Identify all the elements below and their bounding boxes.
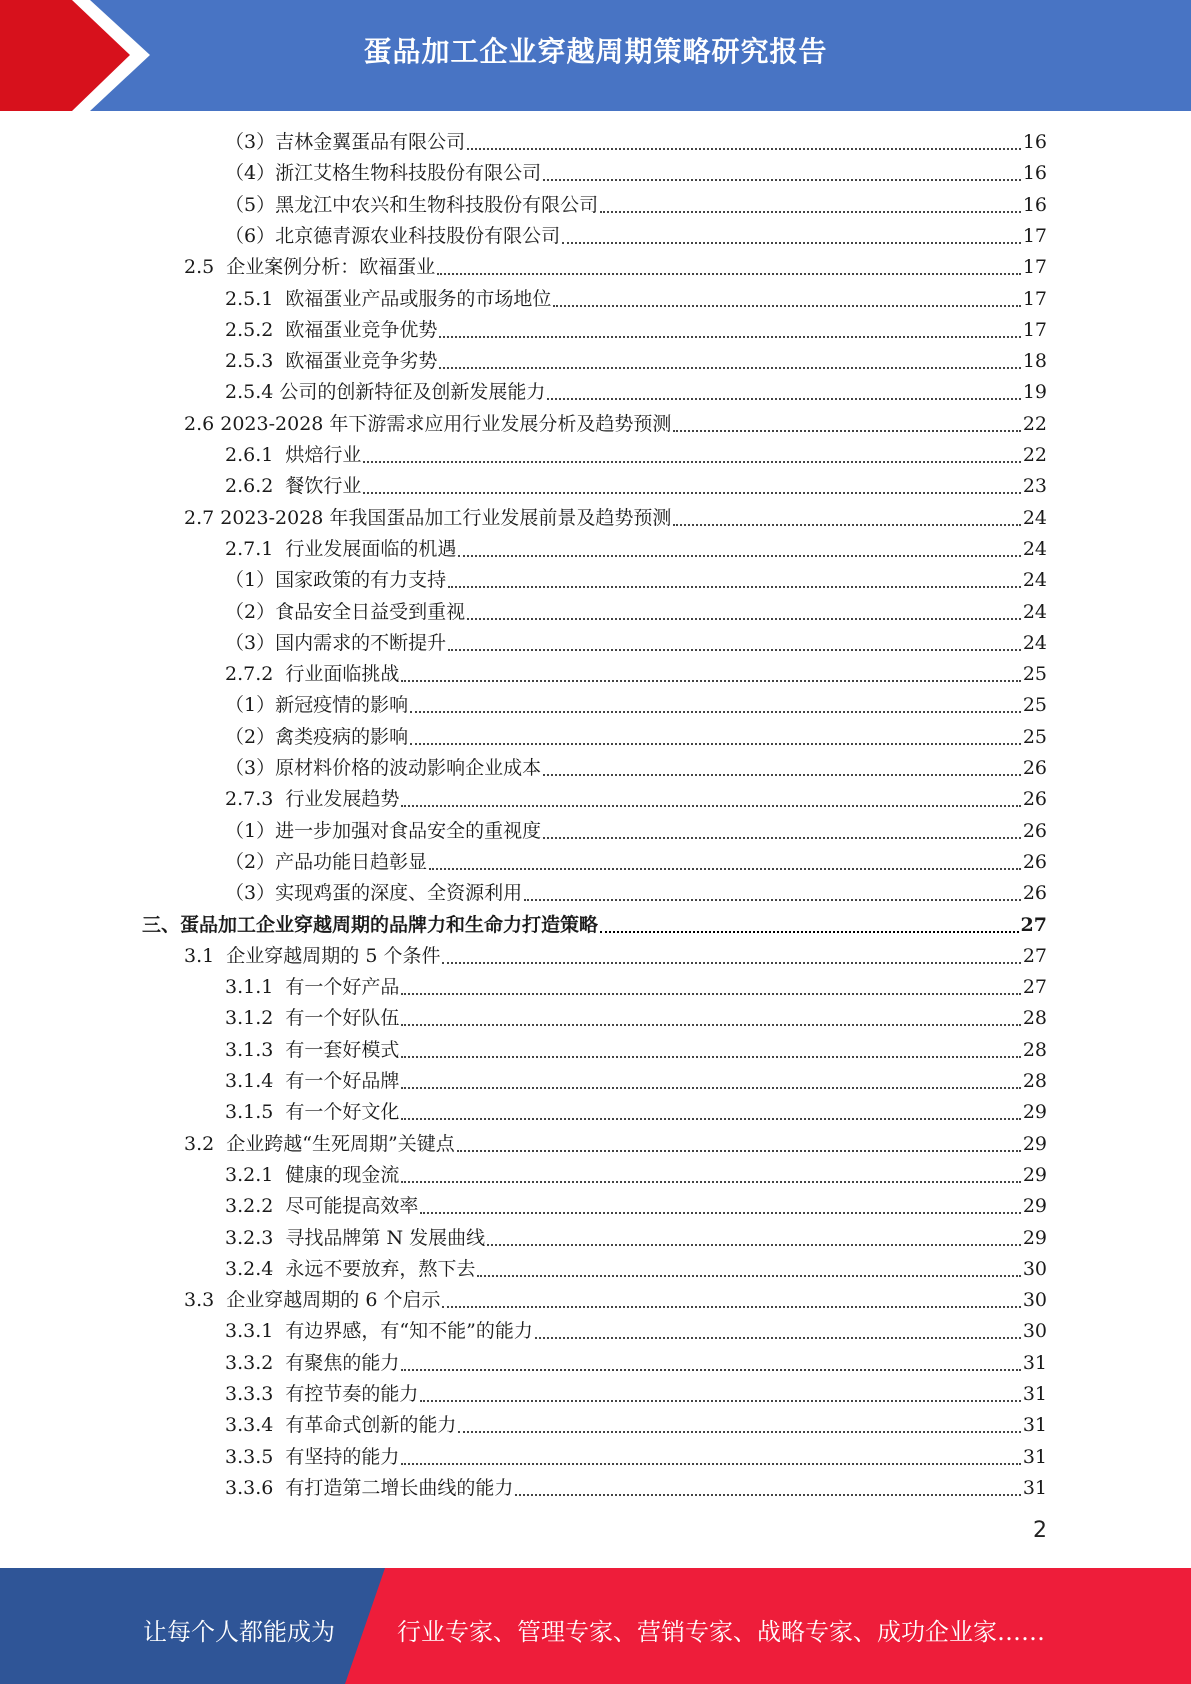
toc-entry-title: 3.3.4 有革命式创新的能力 (225, 1414, 457, 1437)
toc-dot-leader (401, 1463, 1020, 1465)
toc-entry-title: 3.2 企业跨越“生死周期”关键点 (184, 1132, 455, 1155)
toc-dot-leader (420, 1400, 1020, 1402)
toc-dot-leader (457, 1150, 1021, 1152)
toc-entry-page: 26 (1022, 757, 1047, 779)
toc-entry[interactable] (225, 1348, 1047, 1379)
toc-entry[interactable] (225, 1066, 1047, 1097)
toc-entry-page: 26 (1022, 882, 1047, 905)
toc-entry-title: （3）原材料价格的波动影响企业成本 (225, 757, 542, 779)
toc-entry-page: 31 (1022, 1476, 1047, 1499)
toc-entry[interactable] (184, 1129, 1047, 1160)
toc-entry-title: 3.1.5 有一个好文化 (225, 1101, 400, 1124)
toc-dot-leader (448, 586, 1021, 588)
toc-entry-title: （3）实现鸡蛋的深度、全资源利用 (225, 882, 523, 905)
toc-entry-title: 2.5.3 欧福蛋业竞争劣势 (225, 350, 438, 373)
toc-entry[interactable] (225, 190, 1047, 221)
toc-dot-leader (487, 1244, 1021, 1246)
toc-entry[interactable] (225, 1410, 1047, 1441)
toc-entry-page: 28 (1022, 1007, 1047, 1030)
toc-dot-leader (673, 430, 1020, 432)
toc-entry[interactable] (184, 503, 1047, 534)
toc-entry-title: 2.7.3 行业发展趋势 (225, 788, 400, 811)
toc-entry-title: 3.3 企业穿越周期的 6 个启示 (184, 1289, 441, 1312)
toc-dot-leader (437, 273, 1021, 275)
toc-entry[interactable] (184, 1285, 1047, 1316)
toc-entry[interactable] (142, 910, 1047, 941)
footer-banner (0, 1568, 1191, 1684)
toc-entry-title: （2）食品安全日益受到重视 (225, 600, 466, 623)
toc-dot-leader (401, 1056, 1020, 1058)
toc-entry-title: 2.7 2023-2028 年我国蛋品加工行业发展前景及趋势预测 (184, 506, 672, 529)
toc-dot-leader (401, 1118, 1020, 1120)
toc-entry-page: 22 (1022, 412, 1047, 435)
toc-entry-title: （2）禽类疫病的影响 (225, 725, 409, 748)
toc-entry-title: 2.7.1 行业发展面临的机遇 (225, 537, 457, 560)
toc-dot-leader (429, 868, 1021, 870)
toc-dot-leader (401, 1087, 1020, 1089)
toc-entry[interactable] (225, 1035, 1047, 1066)
toc-dot-leader (515, 1494, 1020, 1496)
toc-entry-title: 2.5.4 公司的创新特征及创新发展能力 (225, 381, 546, 404)
toc-entry-title: 3.3.3 有控节奏的能力 (225, 1383, 419, 1405)
toc-entry-page: 16 (1022, 162, 1047, 185)
toc-entry-page: 31 (1022, 1383, 1047, 1405)
toc-entry-page: 27 (1022, 944, 1047, 967)
toc-entry[interactable] (225, 1003, 1047, 1034)
toc-entry[interactable] (225, 221, 1047, 252)
toc-entry-title: 三、蛋品加工企业穿越周期的品牌力和生命力打造策略 (142, 913, 599, 936)
toc-entry[interactable] (225, 659, 1047, 690)
toc-entry[interactable] (225, 847, 1047, 878)
toc-entry[interactable] (225, 377, 1047, 408)
toc-dot-leader (363, 461, 1020, 463)
toc-entry-page: 30 (1022, 1257, 1047, 1280)
toc-entry[interactable] (225, 784, 1047, 815)
toc-entry[interactable] (225, 284, 1047, 315)
toc-entry-page: 29 (1022, 1226, 1047, 1249)
toc-entry-page: 16 (1022, 193, 1047, 216)
toc-entry-title: 2.7.2 行业面临挑战 (225, 663, 400, 686)
toc-entry[interactable] (184, 409, 1047, 440)
toc-entry[interactable] (225, 753, 1047, 784)
toc-entry-page: 26 (1022, 819, 1047, 842)
toc-entry-title: 2.6 2023-2028 年下游需求应用行业发展分析及趋势预测 (184, 412, 672, 435)
toc-entry-title: 3.3.1 有边界感，有“知不能”的能力 (225, 1320, 533, 1343)
toc-entry-page: 28 (1022, 1070, 1047, 1092)
toc-dot-leader (547, 398, 1020, 400)
toc-dot-leader (410, 711, 1021, 713)
toc-entry[interactable] (225, 471, 1047, 502)
toc-entry-page: 24 (1022, 569, 1047, 592)
toc-entry-title: （6）北京德青源农业科技股份有限公司 (225, 224, 561, 247)
header-banner (0, 0, 1191, 111)
toc-entry-title: 3.3.6 有打造第二增长曲线的能力 (225, 1476, 514, 1499)
toc-entry-title: （3）国内需求的不断提升 (225, 631, 447, 654)
toc-dot-leader (439, 367, 1020, 369)
toc-dot-leader (401, 1181, 1020, 1183)
toc-entry-page: 24 (1022, 600, 1047, 623)
toc-entry-title: （5）黑龙江中农兴和生物科技股份有限公司 (225, 193, 599, 216)
toc-entry[interactable] (225, 534, 1047, 565)
toc-entry-title: 3.2.4 永远不要放弃，熬下去 (225, 1257, 476, 1280)
toc-entry[interactable] (225, 1097, 1047, 1128)
toc-dot-leader (458, 555, 1020, 557)
toc-entry-page: 27 (1022, 976, 1047, 999)
toc-dot-leader (535, 1337, 1021, 1339)
toc-entry-page: 24 (1022, 506, 1047, 529)
toc-dot-leader (543, 774, 1021, 776)
toc-entry-title: 2.6.2 餐饮行业 (225, 475, 362, 498)
footer-roles: 行业专家、管理专家、营销专家、战略专家、成功企业家…… (397, 1618, 1045, 1646)
footer-slogan: 让每个人都能成为 (143, 1618, 335, 1646)
toc-entry[interactable] (225, 690, 1047, 721)
toc-entry[interactable] (225, 597, 1047, 628)
toc-entry[interactable] (225, 1254, 1047, 1285)
toc-entry-page: 29 (1022, 1163, 1047, 1186)
toc-dot-leader (401, 993, 1020, 995)
report-title: 蛋品加工企业穿越周期策略研究报告 (363, 35, 828, 68)
toc-entry-page: 24 (1022, 537, 1047, 560)
toc-entry-page: 29 (1022, 1101, 1047, 1124)
toc-dot-leader (410, 743, 1021, 745)
toc-dot-leader (543, 179, 1021, 181)
toc-entry[interactable] (225, 565, 1047, 596)
toc-dot-leader (401, 1024, 1020, 1026)
toc-entry-page: 26 (1022, 788, 1047, 811)
toc-entry[interactable] (225, 972, 1047, 1003)
toc-entry-title: 3.2.1 健康的现金流 (225, 1163, 400, 1186)
toc-entry-page: 31 (1022, 1351, 1047, 1374)
toc-entry-title: （4）浙江艾格生物科技股份有限公司 (225, 162, 542, 185)
toc-entry-page: 17 (1022, 256, 1047, 279)
toc-entry[interactable] (225, 1473, 1047, 1504)
toc-entry-title: 3.1.3 有一套好模式 (225, 1038, 400, 1061)
toc-entry-title: （1）国家政策的有力支持 (225, 569, 447, 592)
toc-entry[interactable] (225, 315, 1047, 346)
toc-entry[interactable] (225, 1442, 1047, 1473)
toc-entry[interactable] (225, 346, 1047, 377)
toc-entry[interactable] (184, 941, 1047, 972)
toc-entry-title: （1）进一步加强对食品安全的重视度 (225, 819, 542, 842)
toc-entry[interactable] (225, 1379, 1047, 1410)
toc-dot-leader (600, 931, 1019, 933)
toc-entry-title: 3.2.2 尽可能提高效率 (225, 1195, 419, 1218)
toc-dot-leader (401, 1369, 1020, 1371)
toc-entry-page: 17 (1022, 287, 1047, 310)
toc-dot-leader (442, 962, 1020, 964)
toc-entry-page: 18 (1022, 350, 1047, 373)
toc-entry-page: 24 (1022, 631, 1047, 654)
toc-dot-leader (401, 680, 1020, 682)
toc-entry-title: 2.5.1 欧福蛋业产品或服务的市场地位 (225, 287, 552, 310)
toc-entry-title: 3.1.1 有一个好产品 (225, 976, 400, 999)
page-number: 2 (1033, 1518, 1047, 1543)
toc-dot-leader (562, 242, 1021, 244)
toc-entry-page: 30 (1022, 1289, 1047, 1312)
toc-entry-page: 29 (1022, 1195, 1047, 1218)
toc-entry-title: 3.1 企业穿越周期的 5 个条件 (184, 944, 441, 967)
toc-entry[interactable] (225, 127, 1047, 158)
toc-dot-leader (553, 305, 1020, 307)
toc-dot-leader (467, 148, 1021, 150)
toc-entry-page: 25 (1022, 694, 1047, 717)
toc-entry-title: （3）吉林金翼蛋品有限公司 (225, 131, 466, 153)
toc-entry-title: 3.1.2 有一个好队伍 (225, 1007, 400, 1030)
toc-dot-leader (458, 1431, 1020, 1433)
toc-dot-leader (439, 336, 1020, 338)
toc-dot-leader (673, 524, 1020, 526)
toc-entry[interactable] (225, 878, 1047, 909)
toc-entry-page: 29 (1022, 1132, 1047, 1155)
toc-dot-leader (467, 618, 1021, 620)
toc-entry-page: 25 (1022, 663, 1047, 686)
toc-entry-title: （1）新冠疫情的影响 (225, 694, 409, 717)
toc-entry-title: 2.5.2 欧福蛋业竞争优势 (225, 318, 438, 341)
toc-entry-title: 2.6.1 烘焙行业 (225, 444, 362, 466)
toc-dot-leader (363, 492, 1020, 494)
toc-entry[interactable] (184, 252, 1047, 283)
toc-entry-page: 19 (1022, 381, 1047, 404)
toc-entry-title: 3.3.5 有坚持的能力 (225, 1445, 400, 1468)
toc-entry[interactable] (225, 440, 1047, 471)
toc-entry-title: 2.5 企业案例分析：欧福蛋业 (184, 256, 436, 279)
toc-dot-leader (401, 805, 1020, 807)
toc-entry-title: 3.3.2 有聚焦的能力 (225, 1351, 400, 1374)
toc-dot-leader (448, 649, 1021, 651)
toc-dot-leader (524, 899, 1021, 901)
toc-entry-page: 30 (1022, 1320, 1047, 1343)
toc-entry-page: 26 (1022, 850, 1047, 873)
toc-entry-page: 23 (1022, 475, 1047, 498)
toc-entry-title: （2）产品功能日趋彰显 (225, 850, 428, 873)
toc-dot-leader (543, 837, 1021, 839)
toc-entry-page: 31 (1022, 1414, 1047, 1437)
toc-entry[interactable] (225, 722, 1047, 753)
toc-entry-page: 27 (1020, 913, 1047, 936)
toc-entry[interactable] (225, 816, 1047, 847)
toc-entry-page: 17 (1022, 318, 1047, 341)
toc-entry-page: 16 (1022, 131, 1047, 153)
toc-dot-leader (477, 1275, 1020, 1277)
toc-entry-page: 22 (1022, 444, 1047, 466)
toc-dot-leader (442, 1306, 1020, 1308)
toc-entry-title: 3.2.3 寻找品牌第 N 发展曲线 (225, 1226, 486, 1249)
toc-dot-leader (420, 1212, 1020, 1214)
toc-entry[interactable] (225, 1223, 1047, 1254)
toc-entry[interactable] (225, 628, 1047, 659)
toc-entry[interactable] (225, 158, 1047, 189)
toc-entry-page: 31 (1022, 1445, 1047, 1468)
toc-entry[interactable] (225, 1316, 1047, 1347)
toc-entry-page: 17 (1022, 224, 1047, 247)
toc-entry[interactable] (225, 1160, 1047, 1191)
toc-entry-page: 28 (1022, 1038, 1047, 1061)
toc-entry-page: 25 (1022, 725, 1047, 748)
toc-entry[interactable] (225, 1191, 1047, 1222)
toc-entry-title: 3.1.4 有一个好品牌 (225, 1070, 400, 1092)
toc-dot-leader (600, 211, 1021, 213)
